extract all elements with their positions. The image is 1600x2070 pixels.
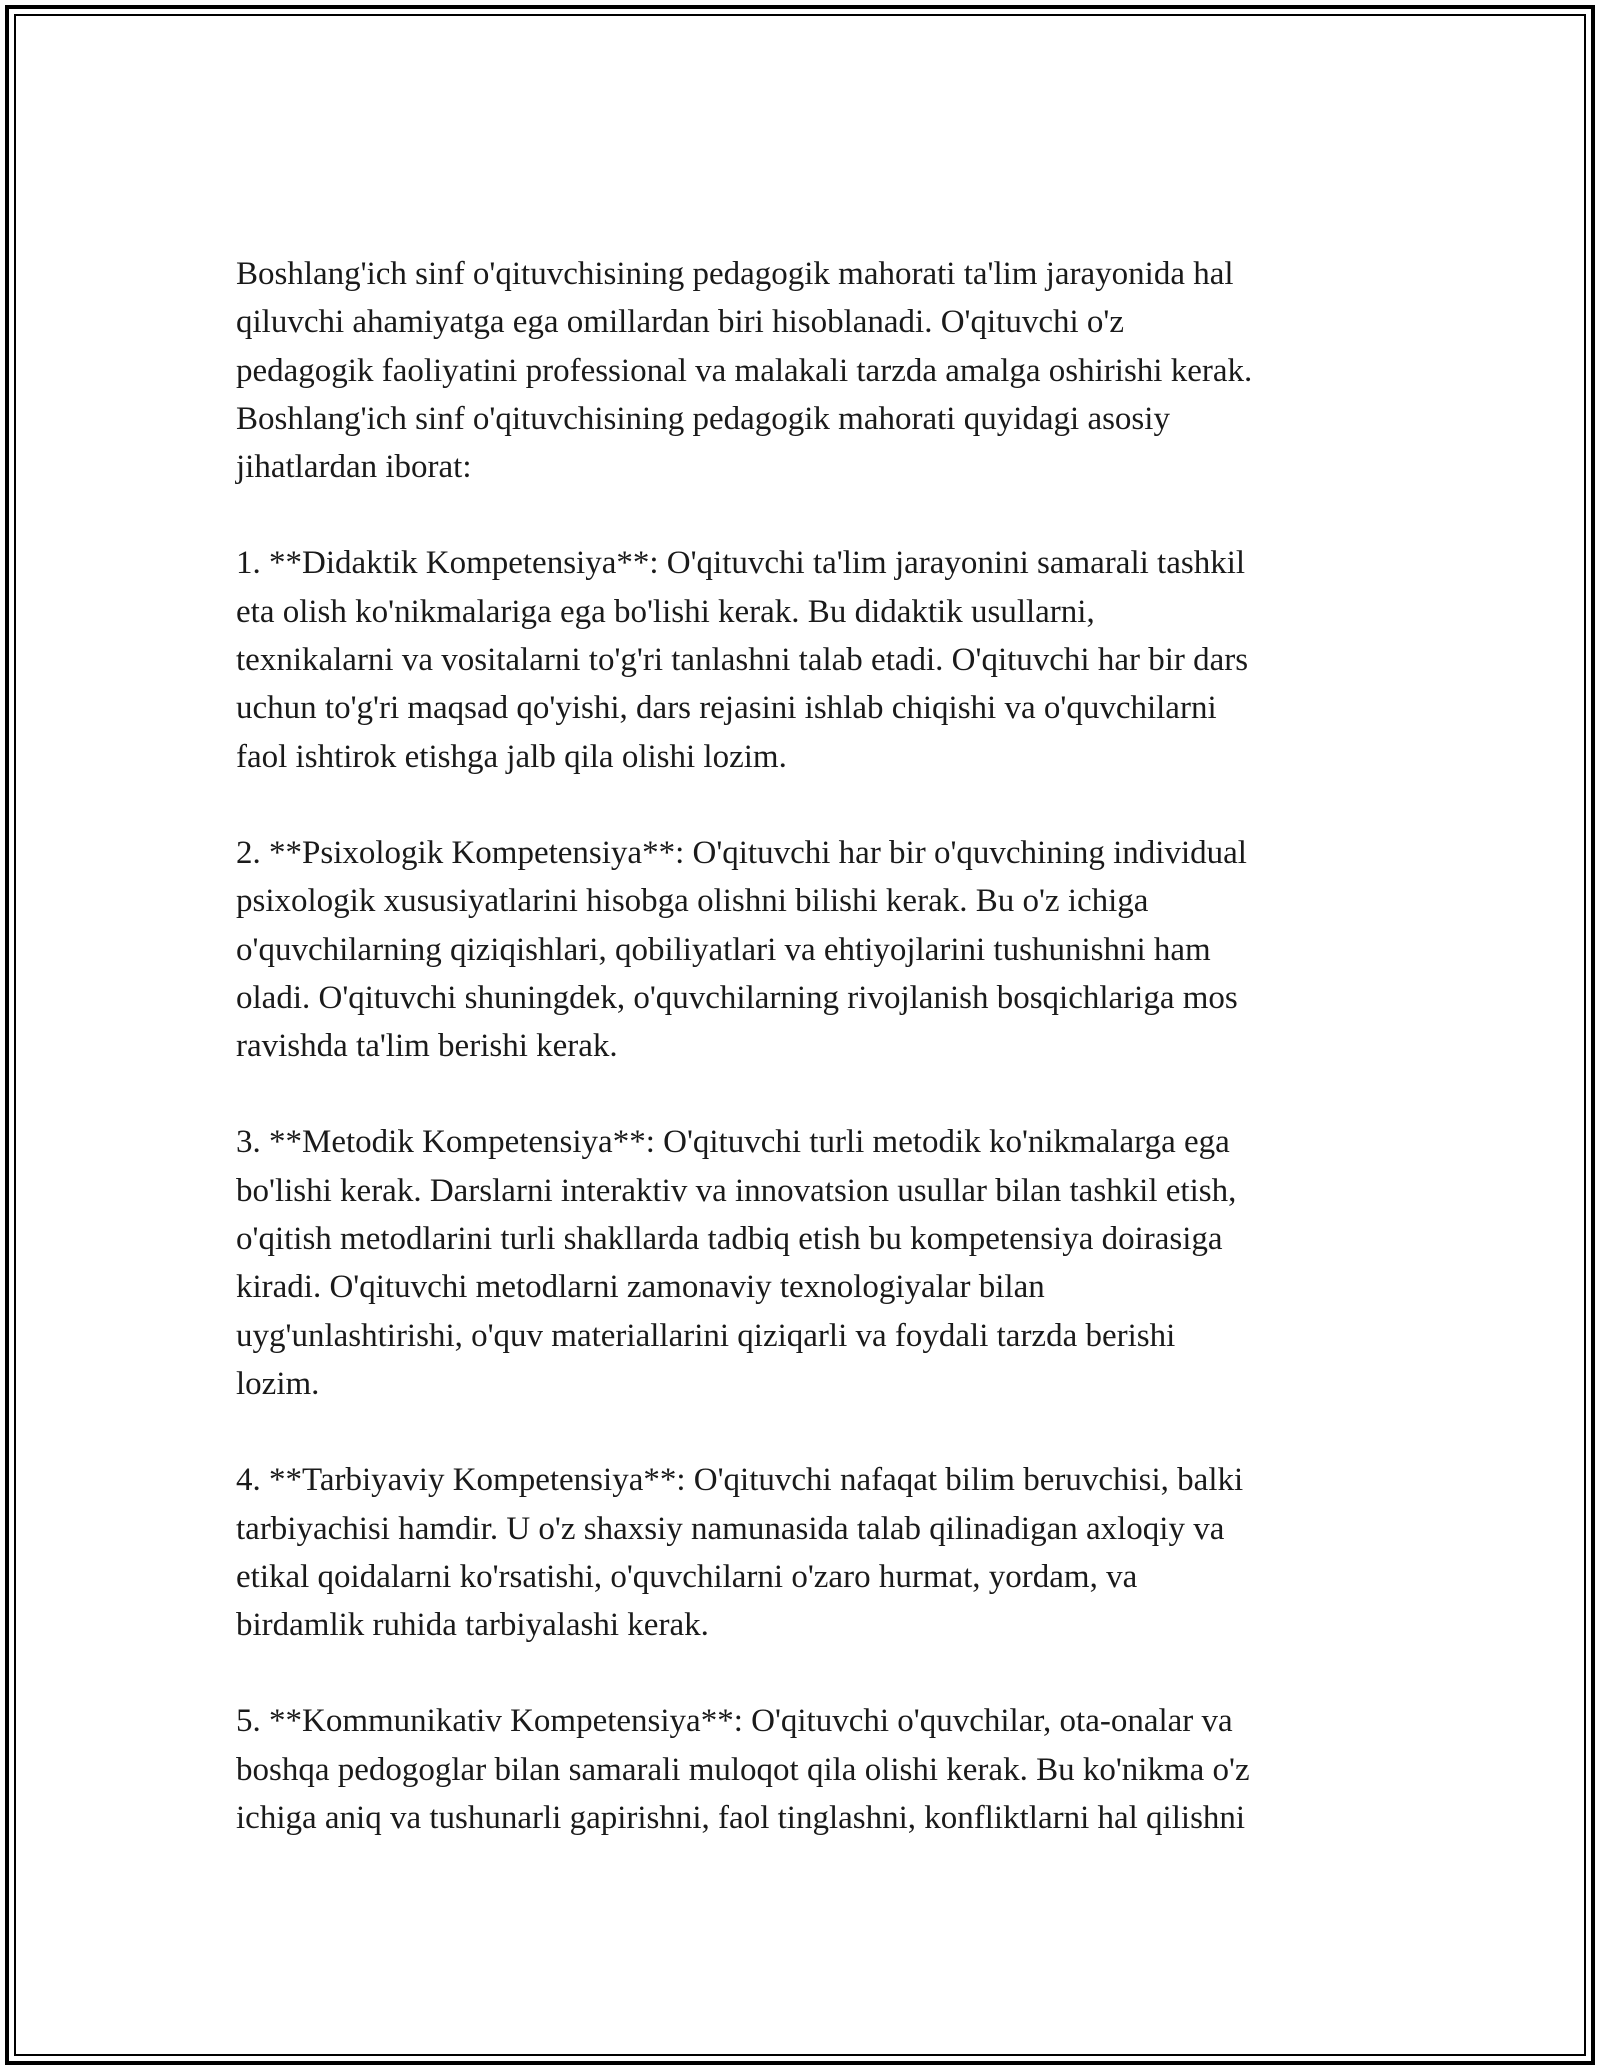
text-line: 5. **Kommunikativ Kompetensiya**: O'qituvchi o'quvchilar, ota-onalar va [236,1703,1233,1740]
text-line: birdamlik ruhida tarbiyalashi kerak. [236,1607,709,1644]
text-line: oladi. O'qituvchi shuningdek, o'quvchilarning rivojlanish bosqichlariga mos [236,979,1238,1016]
text-line: 4. **Tarbiyaviy Kompetensiya**: O'qituvchi nafaqat bilim beruvchisi, balki [236,1462,1244,1499]
text-line: texnikalarni va vositalarni to'g'ri tanlashni talab etadi. O'qituvchi har bir dars [236,642,1249,679]
document-body [236,250,1376,1890]
text-line: uchun to'g'ri maqsad qo'yishi, dars rejasini ishlab chiqishi va o'quvchilarni [236,690,1217,727]
text-line: qiluvchi ahamiyatga ega omillardan biri hisoblanadi. O'qituvchi o'z [236,304,1124,341]
text-line: eta olish ko'nikmalariga ega bo'lishi kerak. Bu didaktik usullarni, [236,593,1095,630]
text-line: o'quvchilarning qiziqishlari, qobiliyatlari va ehtiyojlarini tushunishni ham [236,931,1211,968]
paragraph-communicative [236,1697,1376,1842]
text-line: 3. **Metodik Kompetensiya**: O'qituvchi turli metodik ko'nikmalarga ega [236,1124,1230,1161]
paragraph-methodical [236,1118,1376,1408]
paragraph-intro [236,250,1376,491]
text-line: ravishda ta'lim berishi kerak. [236,1028,618,1065]
text-line: faol ishtirok etishga jalb qila olishi lozim. [236,738,787,775]
text-line: ichiga aniq va tushunarli gapirishni, faol tinglashni, konfliktlarni hal qilishni [236,1800,1246,1837]
text-line: Boshlang'ich sinf o'qituvchisining pedagogik mahorati quyidagi asosiy [236,400,1170,437]
text-line: lozim. [236,1365,320,1402]
text-line: boshqa pedogoglar bilan samarali muloqot qila olishi kerak. Bu ko'nikma o'z [236,1751,1250,1788]
paragraph-didactic [236,539,1376,780]
text-line: etikal qoidalarni ko'rsatishi, o'quvchilarni o'zaro hurmat, yordam, va [236,1558,1138,1595]
text-line: 2. **Psixologik Kompetensiya**: O'qituvchi har bir o'quvchining individual [236,834,1247,871]
text-line: uyg'unlashtirishi, o'quv materiallarini qiziqarli va foydali tarzda berishi [236,1317,1176,1354]
text-line: psixologik xususiyatlarini hisobga olishni bilishi kerak. Bu o'z ichiga [236,883,1149,920]
text-line: kiradi. O'qituvchi metodlarni zamonaviy texnologiyalar bilan [236,1269,1045,1306]
paragraph-psychological [236,829,1376,1070]
text-line: bo'lishi kerak. Darslarni interaktiv va innovatsion usullar bilan tashkil etish, [236,1172,1237,1209]
text-line: 1. **Didaktik Kompetensiya**: O'qituvchi ta'lim jarayonini samarali tashkil [236,545,1246,582]
text-line: Boshlang'ich sinf o'qituvchisining pedagogik mahorati ta'lim jarayonida hal [236,256,1234,292]
text-line: pedagogik faoliyatini professional va malakali tarzda amalga oshirishi kerak. [236,352,1253,389]
text-line: jihatlardan iborat: [236,449,472,486]
text-line: o'qitish metodlarini turli shakllarda tadbiq etish bu kompetensiya doirasiga [236,1221,1223,1258]
text-line: tarbiyachisi hamdir. U o'z shaxsiy namunasida talab qilinadigan axloqiy va [236,1510,1225,1547]
paragraph-educational [236,1456,1376,1649]
